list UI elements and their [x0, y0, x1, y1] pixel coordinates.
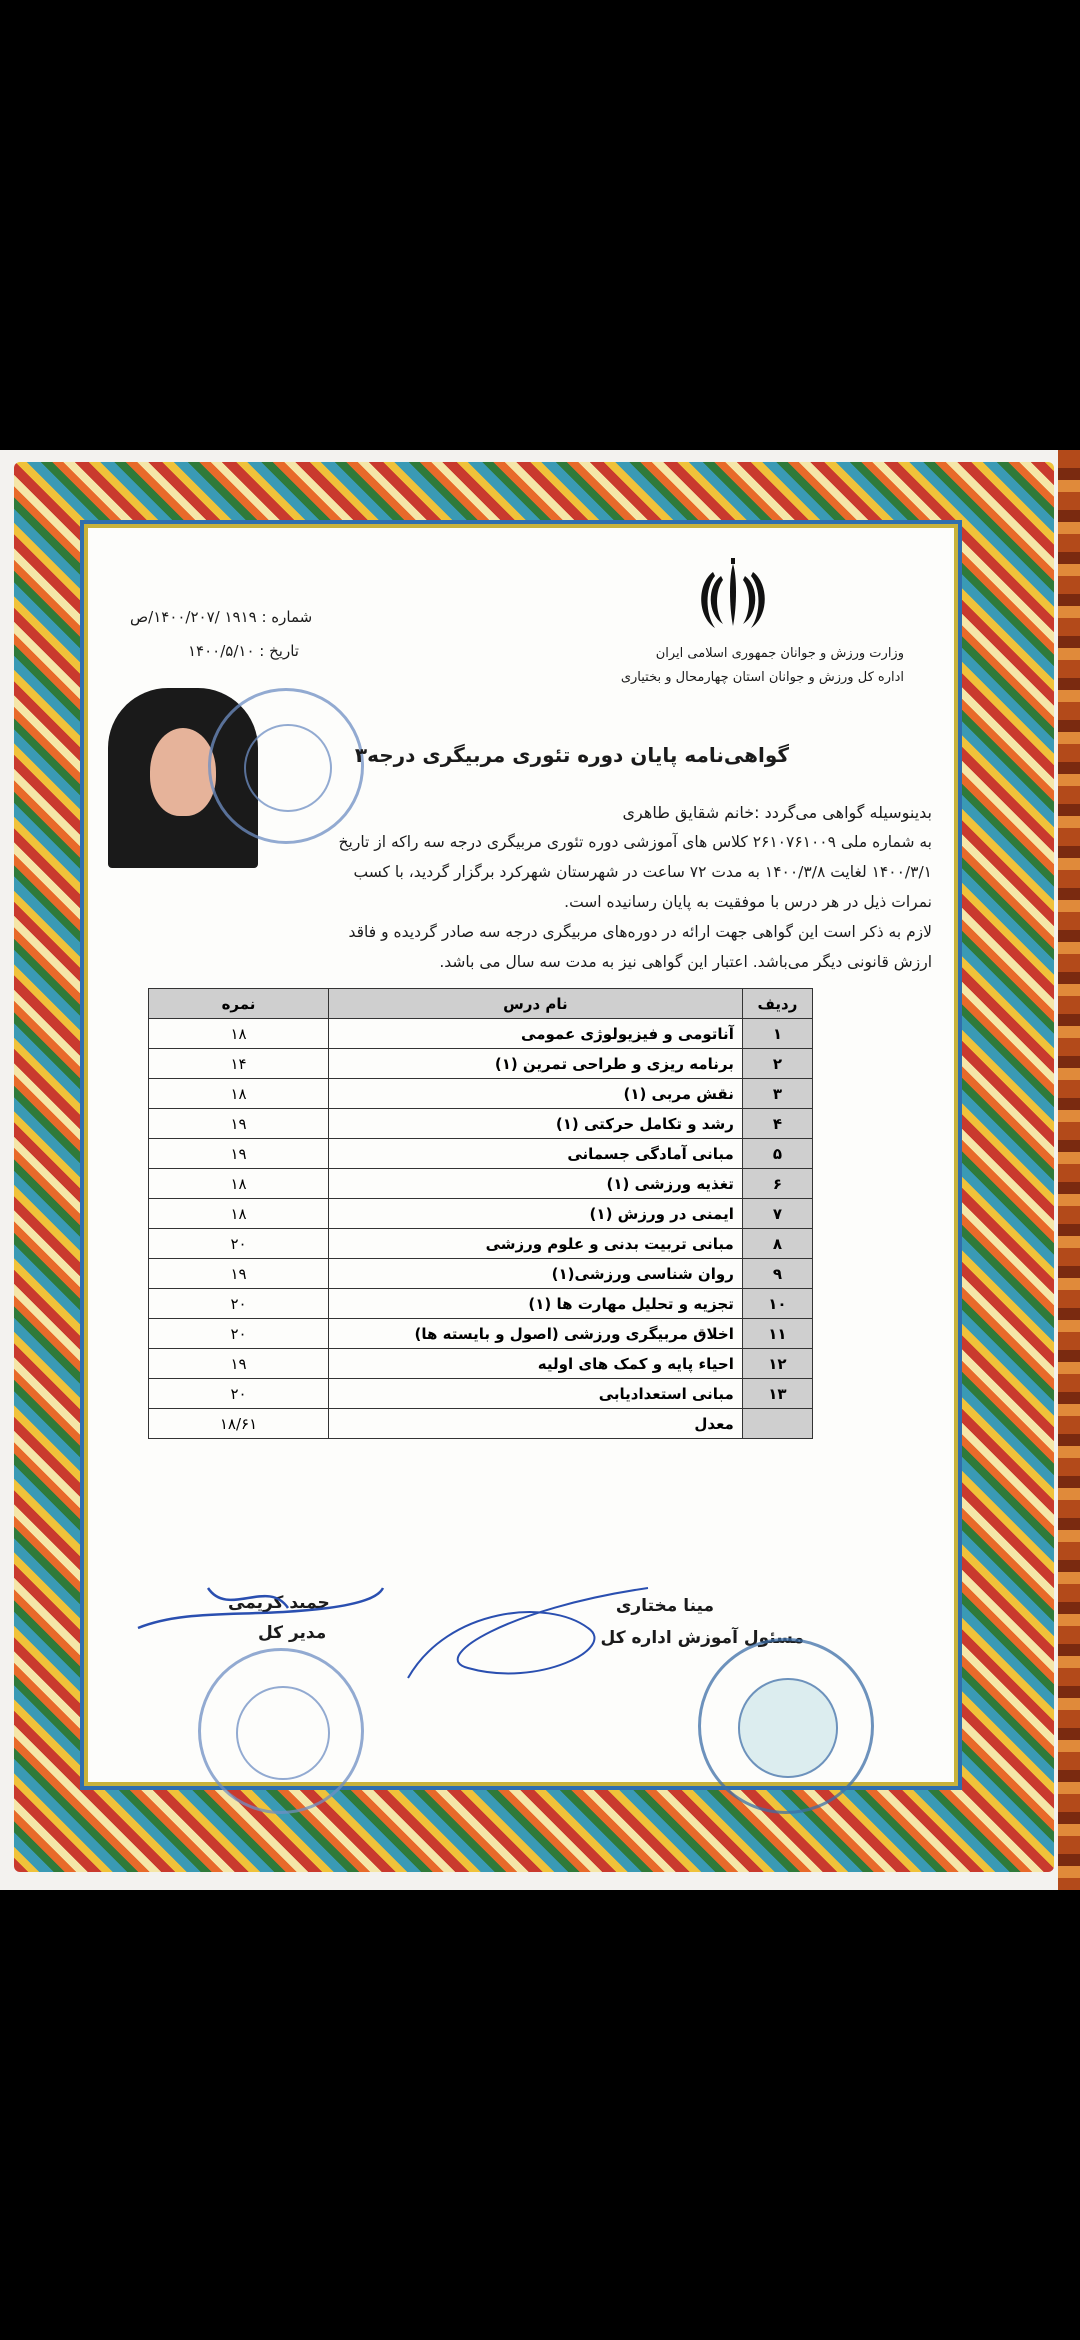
- course-grade: ۱۹: [149, 1259, 329, 1289]
- table-row: [149, 1019, 813, 1049]
- average-value: ۱۸/۶۱: [149, 1409, 329, 1439]
- course-name: ایمنی در ورزش (۱): [329, 1199, 743, 1229]
- course-grade: ۱۹: [149, 1349, 329, 1379]
- row-number: ۱۲: [742, 1349, 812, 1379]
- official-seal-right: [698, 1638, 874, 1814]
- course-grade: ۲۰: [149, 1229, 329, 1259]
- course-grade: ۱۸: [149, 1199, 329, 1229]
- letter-number: شماره : ۱۹۱۹ /۱۴۰۰/۲۰۷/ص: [130, 608, 313, 626]
- course-name: رشد و تکامل حرکتی (۱): [329, 1109, 743, 1139]
- course-grade: ۲۰: [149, 1319, 329, 1349]
- grades-table: [148, 988, 813, 1439]
- course-name: تغذیه ورزشی (۱): [329, 1169, 743, 1199]
- certificate-photo: [0, 450, 1080, 1890]
- left-signer-title: مدیر کل: [258, 1623, 327, 1643]
- row-number: ۳: [742, 1079, 812, 1109]
- iran-emblem-icon: [693, 556, 773, 636]
- average-label: معدل: [329, 1409, 743, 1439]
- course-grade: ۱۸: [149, 1169, 329, 1199]
- certify-line: بدینوسیله گواهی می‌گردد :خانم شقایق طاهری: [622, 803, 932, 822]
- body-line-1: به شماره ملی ۲۶۱۰۷۶۱۰۰۹ کلاس های آموزشی دوره تئوری مربیگری درجه سه راکه از تاریخ: [338, 833, 932, 851]
- row-number: ۸: [742, 1229, 812, 1259]
- table-row: [149, 1079, 813, 1109]
- table-row: [149, 1319, 813, 1349]
- course-name: نقش مربی (۱): [329, 1079, 743, 1109]
- table-row: [149, 1289, 813, 1319]
- row-number: ۲: [742, 1049, 812, 1079]
- table-row: [149, 1169, 813, 1199]
- table-row: [149, 1109, 813, 1139]
- left-signer-name: حمید کریمی: [228, 1593, 330, 1613]
- course-name: آناتومی و فیزیولوژی عمومی: [329, 1019, 743, 1049]
- background-fabric: [1058, 450, 1080, 1890]
- row-number: ۷: [742, 1199, 812, 1229]
- course-name: احیاء پایه و کمک های اولیه: [329, 1349, 743, 1379]
- row-number: ۶: [742, 1169, 812, 1199]
- row-number: ۹: [742, 1259, 812, 1289]
- header-grade: نمره: [149, 989, 329, 1019]
- table-row: [149, 1199, 813, 1229]
- course-grade: ۱۹: [149, 1139, 329, 1169]
- table-row: [149, 1349, 813, 1379]
- course-name: تجزیه و تحلیل مهارت ها (۱): [329, 1289, 743, 1319]
- course-grade: ۱۸: [149, 1019, 329, 1049]
- letter-date: تاریخ : ۱۴۰۰/۵/۱۰: [188, 642, 299, 660]
- official-seal-left: [198, 1648, 364, 1814]
- screen-black-bar: [0, 1890, 1080, 2340]
- certificate-title: گواهی‌نامه پایان دوره تئوری مربیگری درجه۳: [354, 743, 789, 767]
- row-number: ۱۰: [742, 1289, 812, 1319]
- right-signer-name: مینا مختاری: [615, 1596, 714, 1616]
- row-number: ۴: [742, 1109, 812, 1139]
- course-grade: ۲۰: [149, 1379, 329, 1409]
- course-name: اخلاق مربیگری ورزشی (اصول و بایسته ها): [329, 1319, 743, 1349]
- average-row: [149, 1409, 813, 1439]
- course-name: برنامه ریزی و طراحی تمرین (۱): [329, 1049, 743, 1079]
- course-name: مبانی استعدادیابی: [329, 1379, 743, 1409]
- course-grade: ۲۰: [149, 1289, 329, 1319]
- course-grade: ۱۸: [149, 1079, 329, 1109]
- table-row: [149, 1259, 813, 1289]
- provincial-office-name: اداره کل ورزش و جوانان استان چهارمحال و بختیاری: [620, 670, 904, 685]
- table-row: [149, 1229, 813, 1259]
- grades-table-header: [149, 989, 813, 1019]
- ministry-name: وزارت ورزش و جوانان جمهوری اسلامی ایران: [655, 646, 904, 661]
- body-line-5: ارزش قانونی دیگر می‌باشد. اعتبار این گواهی نیز به مدت سه سال می باشد.: [439, 953, 932, 971]
- left-signature-scribble: [128, 1568, 388, 1658]
- course-name: روان شناسی ورزشی(۱): [329, 1259, 743, 1289]
- course-name: مبانی آمادگی جسمانی: [329, 1139, 743, 1169]
- row-number: ۵: [742, 1139, 812, 1169]
- row-number: ۱۱: [742, 1319, 812, 1349]
- body-line-3: نمرات ذیل در هر درس با موفقیت به پایان رسانیده است.: [564, 893, 932, 911]
- official-seal-top: [208, 688, 364, 844]
- table-row: [149, 1139, 813, 1169]
- certificate-frame: [80, 520, 962, 1790]
- body-line-2: ۱۴۰۰/۳/۱ لغایت ۱۴۰۰/۳/۸ به مدت ۷۲ ساعت در شهرستان شهرکرد برگزار گردید، با کسب: [353, 863, 932, 881]
- portrait-face: [150, 728, 216, 816]
- right-signature-scribble: [388, 1568, 688, 1698]
- header-course-name: نام درس: [329, 989, 743, 1019]
- row-number: ۱۳: [742, 1379, 812, 1409]
- course-name: مبانی تربیت بدنی و علوم ورزشی: [329, 1229, 743, 1259]
- header-row-number: ردیف: [742, 989, 812, 1019]
- course-grade: ۱۴: [149, 1049, 329, 1079]
- certificate-paper: [88, 528, 954, 1782]
- body-line-4: لازم به ذکر است این گواهی جهت ارائه در دوره‌های مربیگری درجه سه صادر گردیده و فاقد: [348, 923, 932, 941]
- table-row: [149, 1379, 813, 1409]
- row-number: ۱: [742, 1019, 812, 1049]
- right-signer-title: مسئول آموزش اداره کل: [600, 1628, 804, 1648]
- course-grade: ۱۹: [149, 1109, 329, 1139]
- table-row: [149, 1049, 813, 1079]
